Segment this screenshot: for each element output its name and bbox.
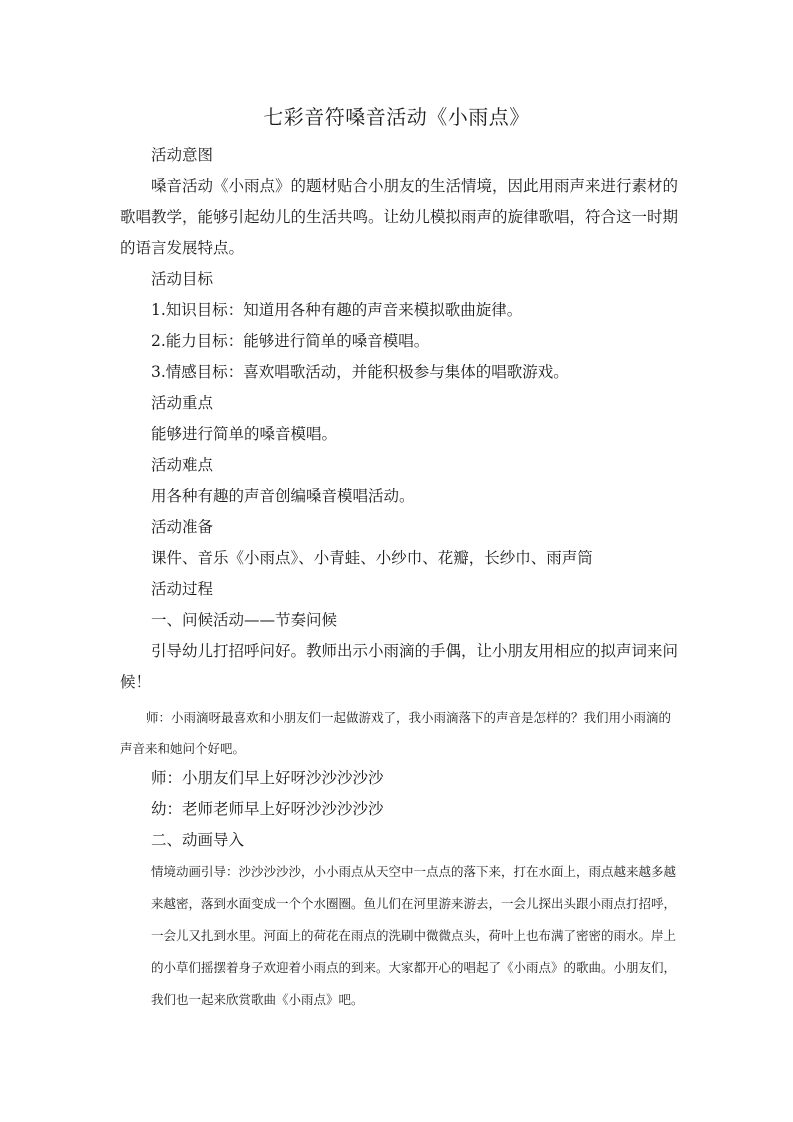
preparation-text: 课件、音乐《小雨点》、小青蛙、小纱巾、花瓣，长纱巾、雨声筒	[151, 549, 593, 567]
section-heading-goals: 活动目标	[151, 270, 214, 288]
key-point-text: 能够进行简单的嗓音模唱。	[151, 425, 338, 443]
section-heading-process: 活动过程	[151, 580, 214, 598]
step2-paragraph: 情境动画引导：沙沙沙沙沙，小小雨点从天空中一点点的落下来，打在水面上，雨点越来越多越来越密，落到水面变成一个个水圈圈。鱼儿们在河里游来游去，一会儿探出头跟小雨点打招呼，一会儿又扎到水里。河面上的荷花在雨点的洗刷中微微点头，荷叶上也布满了密密的雨水。岸上的小草们摇摆着身子欢迎着小雨点的到来。大家都开心的唱起了《小雨点》的歌曲。小朋友们，我们也一起来欣赏歌曲《小雨点》吧。	[151, 864, 677, 1007]
document-title: 七彩音符嗓音活动《小雨点》	[263, 105, 530, 129]
section-heading-intent: 活动意图	[151, 146, 214, 164]
section-heading-key-point: 活动重点	[151, 394, 214, 412]
goal-item-1: 1.知识目标：知道用各种有趣的声音来模拟歌曲旋律。	[151, 301, 523, 319]
teacher-note: 师：小雨滴呀最喜欢和小朋友们一起做游戏了，我小雨滴落下的声音是怎样的？我们用小雨滴的声音来和她问个好吧。	[120, 710, 672, 756]
section-heading-preparation: 活动准备	[151, 518, 214, 536]
step1-heading: 一、问候活动——节奏问候	[151, 611, 338, 629]
step2-heading: 二、动画导入	[151, 831, 245, 849]
goal-item-2: 2.能力目标：能够进行简单的嗓音模唱。	[151, 332, 430, 350]
section-heading-difficulty: 活动难点	[151, 456, 214, 474]
goal-item-3: 3.情感目标：喜欢唱歌活动，并能积极参与集体的唱歌游戏。	[151, 363, 569, 381]
child-greeting-line: 幼：老师老师早上好呀沙沙沙沙沙	[151, 800, 384, 818]
difficulty-text: 用各种有趣的声音创编嗓音模唱活动。	[151, 487, 415, 505]
intent-paragraph: 嗓音活动《小雨点》的题材贴合小朋友的生活情境，因此用雨声来进行素材的歌唱教学，能够引起幼儿的生活共鸣。让幼儿模拟雨声的旋律歌唱，符合这一时期的语言发展特点。	[120, 177, 679, 257]
teacher-greeting-line: 师：小朋友们早上好呀沙沙沙沙沙	[151, 769, 384, 787]
step1-paragraph: 引导幼儿打招呼问好。教师出示小雨滴的手偶，让小朋友用相应的拟声词来问候！	[120, 642, 679, 691]
